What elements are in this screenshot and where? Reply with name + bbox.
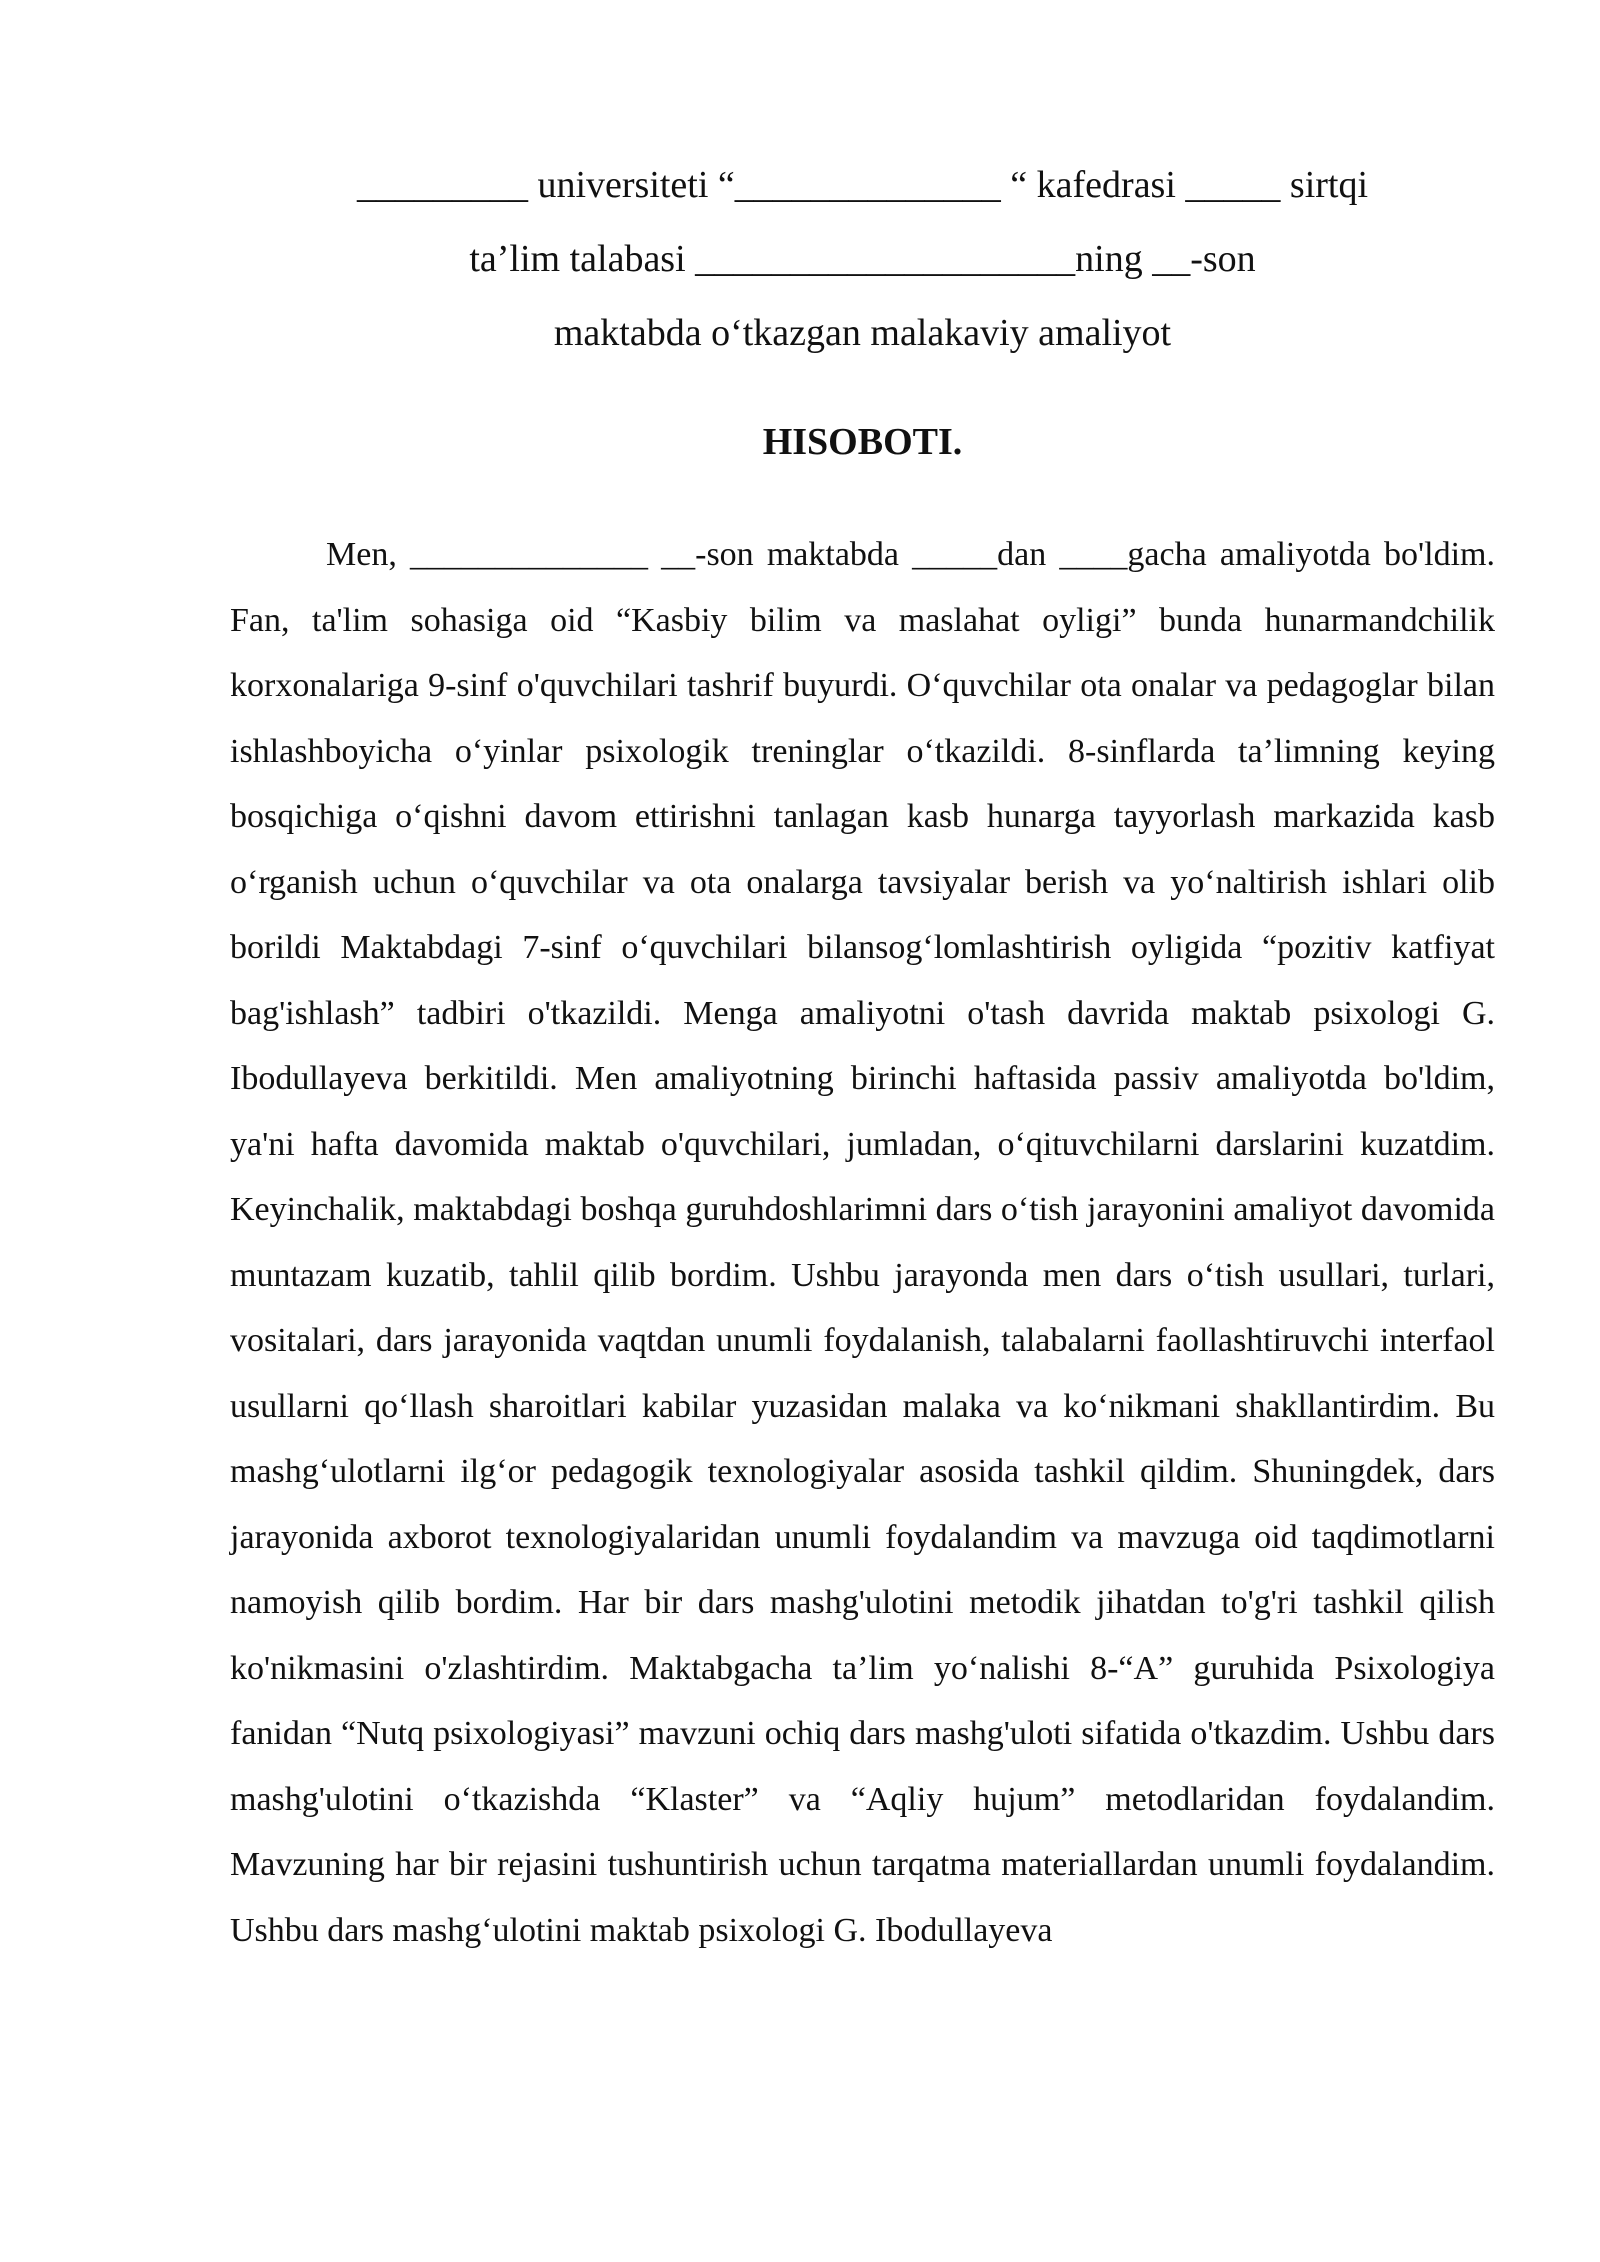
heading-line-practice: maktabda o‘tkazgan malakaviy amaliyot <box>553 312 1172 354</box>
heading-line-university: _________ universiteti “______________ “ kafedrasi _____ sirtqi <box>356 164 1369 206</box>
document-title: HISOBOTI. <box>762 421 963 463</box>
body-paragraph: Men, ______________ __-son maktabda _____dan ____gacha amaliyotda bo'ldim. Fan, ta'lim sohasiga oid “Kasbiy bilim va maslahat oyligi” bunda hunarmandchilik korxonalariga 9-sinf o'quvchilari tashrif buyurdi. O‘quvchilar ota onalar va pedagoglar bilan ishlashboyicha o‘yinlar psixologik treninglar o‘tkazildi. 8-sinflarda ta’limning keying bosqichiga o‘qishni davom ettirishni tanlagan kasb hunarga tayyorlash markazida kasb o‘rganish uchun o‘quvchilar va ota onalarga tavsiyalar berish va yo‘naltirish ishlari olib borildi Maktabdagi 7-sinf o‘quvchilari bilansog‘lomlashtirish oyligida “pozitiv katfiyat bag'ishlash” tadbiri o'tkazildi. Menga amaliyotni o'tash davrida maktab psixologi G. Ibodullayeva berkitildi. Men amaliyotning birinchi haftasida passiv amaliyotda bo'ldim, ya'ni hafta davomida maktab o'quvchilari, jumladan, o‘qituvchilarni darslarini kuzatdim. Keyinchalik, maktabdagi boshqa guruhdoshlarimni dars o‘tish jarayonini amaliyot davomida muntazam kuzatib, tahlil qilib bordim. Ushbu jarayonda men dars o‘tish usullari, turlari, vositalari, dars jarayonida vaqtdan unumli foydalanish, talabalarni faollashtiruvchi interfaol usullarni qo‘llash sharoitlari kabilar yuzasidan malaka va ko‘nikmani shakllantirdim. Bu mashg‘ulotlarni ilg‘or pedagogik texnologiyalar asosida tashkil qildim. Shuningdek, dars jarayonida axborot texnologiyalaridan unumli foydalandim va mavzuga oid taqdimotlarni namoyish qilib bordim. Har bir dars mashg'ulotini metodik jihatdan to'g'ri tashkil qilish ko'nikmasini o'zlashtirdim. Maktabgacha ta’lim yo‘nalishi 8-“A” guruhida Psixologiya fanidan “Nutq psixologiyasi” mavzuni ochiq dars mashg'uloti sifatida o'tkazdim. Ushbu dars mashg'ulotini o‘tkazishda “Klaster” va “Aqliy hujum” metodlaridan foydalandim. Mavzuning har bir rejasini tushuntirish uchun tarqatma materiallardan unumli foydalandim. Ushbu dars mashg‘ulotini maktab psixologi G. Ibodullayeva <box>230 536 1495 1949</box>
report-heading <box>230 148 1495 370</box>
heading-line-student: ta’lim talabasi ____________________ning __-son <box>469 238 1256 280</box>
